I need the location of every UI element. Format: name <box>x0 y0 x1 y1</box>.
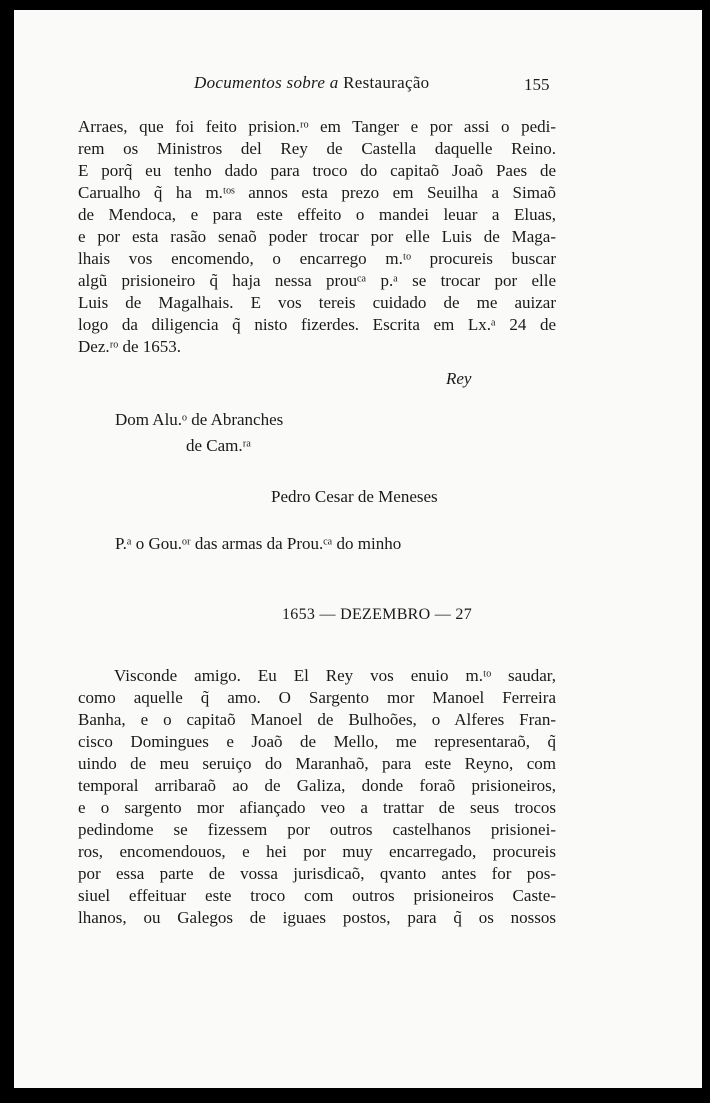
text-line: ros, encomendouos, e hei por muy encarregado, procureis <box>78 842 556 861</box>
text-line: temporal arribaraõ ao de Galiza, donde foraõ prisioneiros, <box>78 776 556 795</box>
running-head-italic: Documentos sobre a <box>194 73 339 92</box>
recipient-name: Pedro Cesar de Meneses <box>271 487 438 506</box>
text-line: logo da diligencia q̃ nisto fizerdes. Escrita em Lx.ᵃ 24 de <box>78 315 556 334</box>
running-head-roman: Restauração <box>343 73 430 92</box>
text-line: Banha, e o capitaõ Manoel de Bulhoões, o Alferes Fran- <box>78 710 556 729</box>
text-line: Arraes, que foi feito prision.ʳᵒ em Tanger e por assi o pedi- <box>78 117 556 136</box>
recipient-title: P.ᵃ o Gou.ᵒʳ das armas da Prou.ᶜᵃ do minho <box>115 534 402 553</box>
text-line: Carualho q̃ ha m.ᵗᵒˢ annos esta prezo em Seuilha a Simaõ <box>78 183 556 202</box>
text-line: lhais vos encomendo, o encarrego m.ᵗᵒ procureis buscar <box>78 249 556 268</box>
text-line: uindo de meu seruiço do Maranhaõ, para este Reyno, com <box>78 754 556 773</box>
page-number: 155 <box>524 75 550 94</box>
text-line: Luis de Magalhais. E vos tereis cuidado de me auizar <box>78 293 556 312</box>
text-line: siuel effeituar este troco com outros prisioneiros Caste- <box>78 886 556 905</box>
secretary-line-2: de Cam.ʳᵃ <box>186 436 251 455</box>
text-line: como aquelle q̃ amo. O Sargento mor Manoel Ferreira <box>78 688 556 707</box>
text-line: de Mendoca, e para este effeito o mandei leuar a Eluas, <box>78 205 556 224</box>
text-line: lhanos, ou Galegos de iguaes postos, para q̃ os nossos <box>78 908 556 927</box>
text-line: algũ prisioneiro q̃ haja nessa prouᶜᵃ p.ᵃ se trocar por elle <box>78 271 556 290</box>
text-line: E porq̃ eu tenho dado para troco do capitaõ Joaõ Paes de <box>78 161 556 180</box>
text-line: por essa parte de vossa jurisdicaõ, qvanto antes for pos- <box>78 864 556 883</box>
signature-rey: Rey <box>446 369 472 388</box>
document-page <box>14 10 702 1088</box>
running-head <box>194 73 429 93</box>
text-line: Dez.ʳᵒ de 1653. <box>78 337 182 356</box>
date-heading <box>14 606 702 624</box>
text-line: Visconde amigo. Eu El Rey vos enuio m.ᵗᵒ saudar, <box>114 666 556 685</box>
date-heading-text: 1653 — DEZEMBRO — 27 <box>282 606 472 623</box>
text-line: e o sargento mor afiançado veo a trattar de seus trocos <box>78 798 556 817</box>
text-line: pedindome se fizessem por outros castelhanos prisionei- <box>78 820 556 839</box>
secretary-line-1: Dom Alu.ᵒ de Abranches <box>115 410 284 429</box>
text-line: rem os Ministros del Rey de Castella daquelle Reino. <box>78 139 556 158</box>
text-line: cisco Domingues e Joaõ de Mello, me representaraõ, q̃ <box>78 732 556 751</box>
text-line: e por esta rasão senaõ poder trocar por elle Luis de Maga- <box>78 227 556 246</box>
